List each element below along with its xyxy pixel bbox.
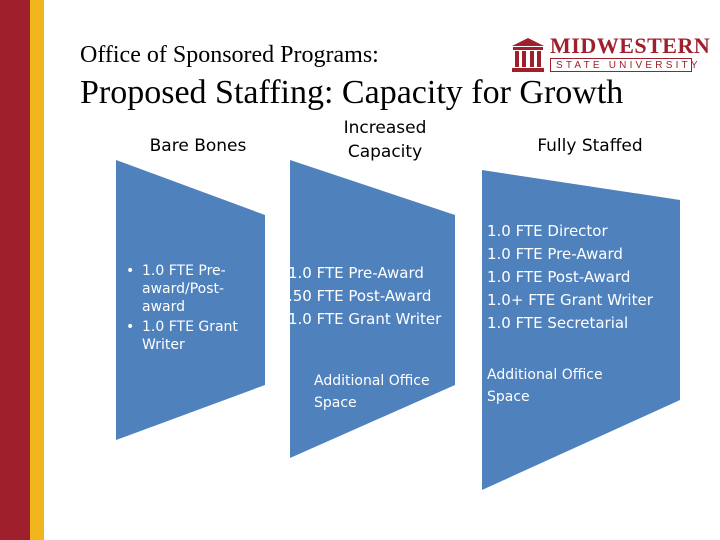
increased-capacity-extra [314,370,430,414]
fully-staffed-lines [487,220,653,335]
heading-increased-line-1: Increased [343,118,427,138]
fully-staffed-extra-line: Space [487,389,530,405]
fully-staffed-line: 1.0 FTE Director [487,222,608,240]
increased-extra-line: Space [314,395,357,411]
increased-line: .50 FTE Post-Award [288,287,432,305]
heading-fully-staffed: Fully Staffed [537,136,643,156]
slide-subtitle: Office of Sponsored Programs: [80,42,379,68]
bare-bones-item: • 1.0 FTE Grant Writer [124,318,262,354]
increased-line: 1.0 FTE Grant Writer [288,310,442,328]
bare-bones-item: • 1.0 FTE Pre-award/Post-award [124,262,262,316]
fully-staffed-line: 1.0 FTE Secretarial [487,314,629,332]
fully-staffed-line: 1.0 FTE Post-Award [487,268,631,286]
bare-bones-content [124,262,262,356]
increased-line: 1.0 FTE Pre-Award [288,264,424,282]
fully-staffed-line: 1.0+ FTE Grant Writer [487,291,653,309]
logo-subtitle: STATE UNIVERSITY [556,60,701,71]
increased-capacity-lines [288,262,441,331]
logo-name: MIDWESTERN [550,33,711,58]
heading-bare-bones: Bare Bones [149,136,247,156]
fully-staffed-extra-line: Additional Office [487,367,603,383]
fully-staffed-extra [487,364,603,408]
heading-increased-line-2: Capacity [347,142,423,162]
slide-title: Proposed Staffing: Capacity for Growth [80,74,624,111]
fully-staffed-line: 1.0 FTE Pre-Award [487,245,623,263]
increased-extra-line: Additional Office [314,373,430,389]
